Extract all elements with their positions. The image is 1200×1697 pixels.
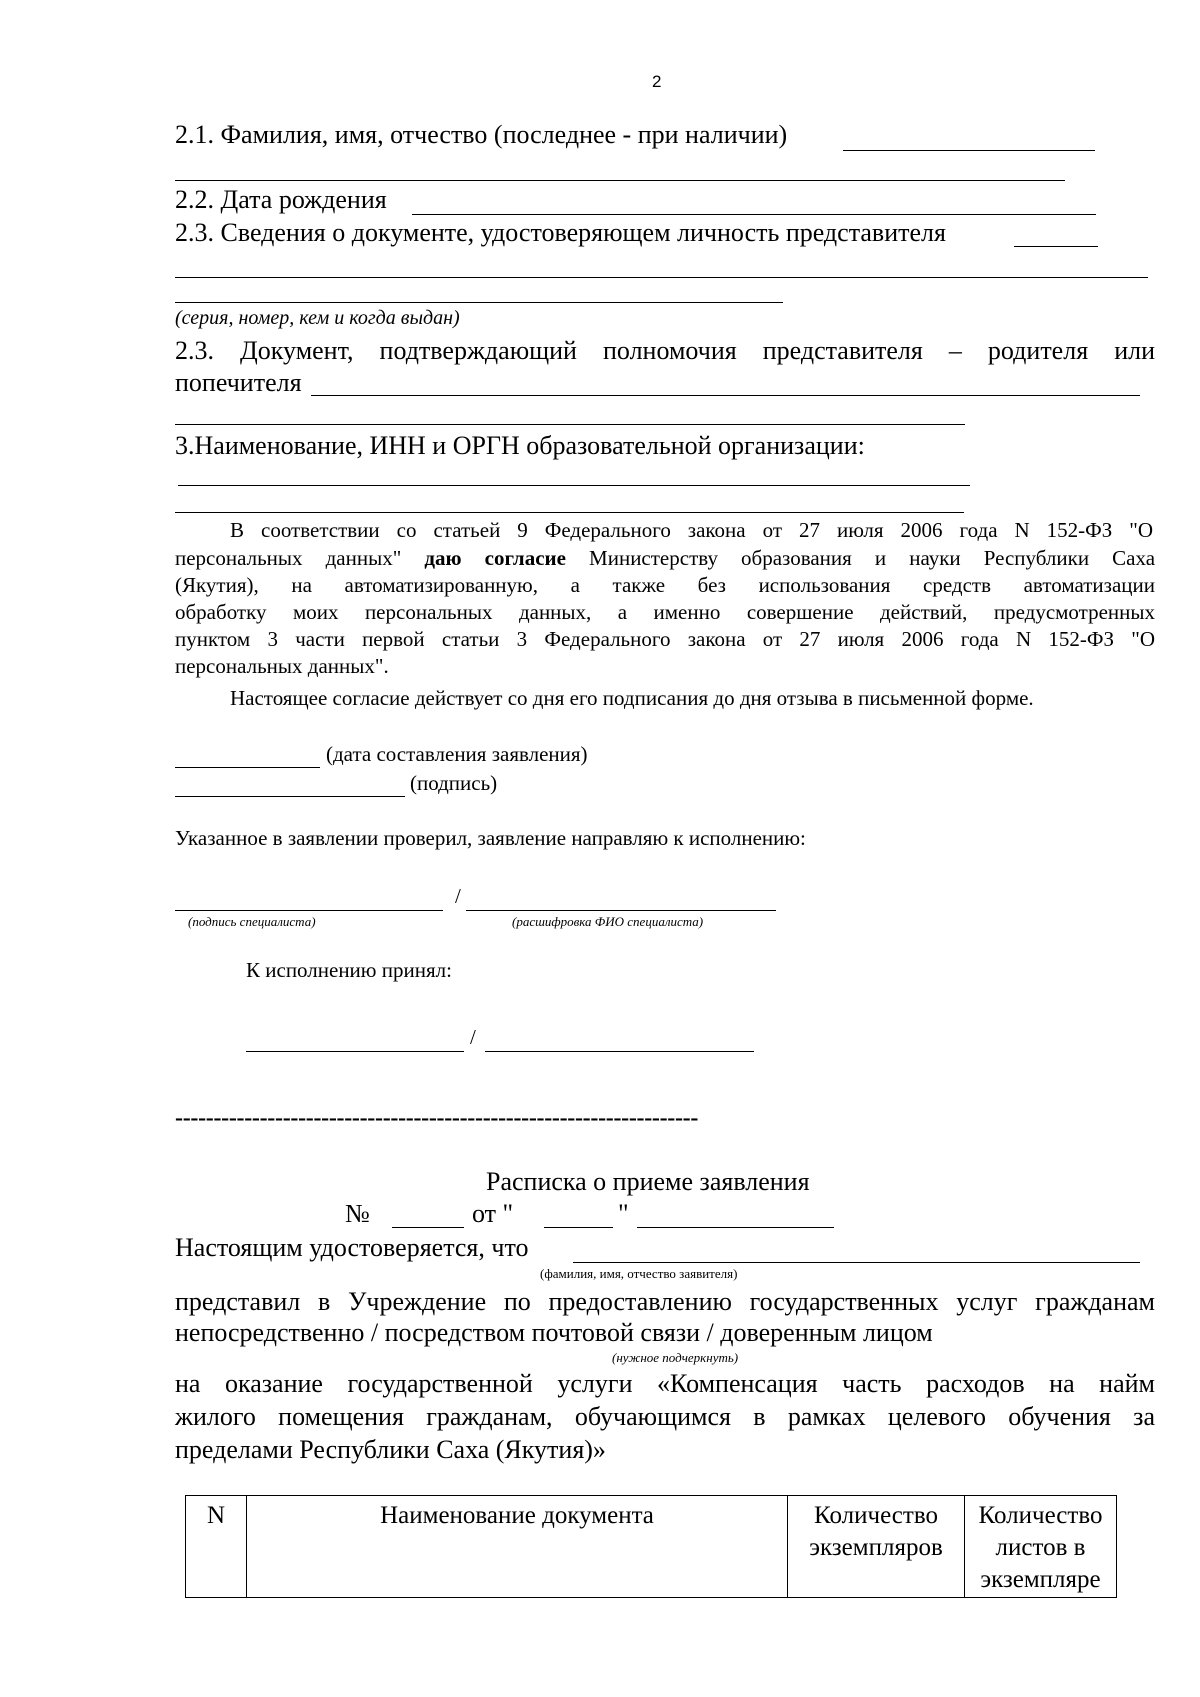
slash-separator-2: / (470, 1025, 476, 1049)
authority-label-line1: 2.3. Документ, подтверждающий полномочия представителя – родителя или (175, 336, 1155, 365)
fio-field-line-2[interactable] (175, 180, 1065, 181)
consent-line-2-start: персональных данных" (175, 546, 402, 570)
accepted-text: К исполнению принял: (246, 958, 452, 982)
service-line-3: пределами Республики Саха (Якутия)» (175, 1435, 606, 1464)
organization-label: 3.Наименование, ИНН и ОРГН образовательной организации: (175, 431, 865, 460)
fio-label: 2.1. Фамилия, имя, отчество (последнее - при наличии) (175, 120, 788, 149)
underline-hint: (нужное подчеркнуть) (612, 1350, 739, 1365)
id-document-line-3[interactable] (175, 302, 783, 303)
specialist-name-line[interactable] (466, 910, 776, 911)
documents-table (185, 1495, 1117, 1598)
service-line-1: на оказание государственной услуги «Компенсация часть расходов на найм (175, 1369, 1155, 1398)
id-document-line-2[interactable] (175, 277, 1148, 278)
consent-line-3: (Якутия), на автоматизированную, а также без использования средств автоматизации (175, 573, 1155, 597)
consent-line-2-end: Министерству образования и науки Республики Саха (589, 546, 1156, 570)
header-document-name: Наименование документа (247, 1496, 788, 1598)
authority-line-2[interactable] (175, 424, 965, 425)
receipt-day-line[interactable] (544, 1227, 613, 1228)
accepted-name-line[interactable] (485, 1051, 754, 1052)
receipt-line-1: представил в Учреждение по предоставлению государственных услуг гражданам (175, 1287, 1155, 1316)
fio-field-line-1[interactable] (843, 150, 1095, 151)
applicant-hint: (фамилия, имя, отчество заявителя) (540, 1266, 738, 1281)
receipt-from: от " (472, 1199, 514, 1228)
signature-field-line[interactable] (175, 796, 405, 797)
receipt-quote-close: " (618, 1199, 629, 1228)
header-number: N (186, 1496, 247, 1598)
id-document-hint: (серия, номер, кем и когда выдан) (175, 307, 460, 329)
consent-line-4: обработку моих персональных данных, а именно совершение действий, предусмотренных (175, 600, 1155, 624)
consent-line-2 (175, 546, 1155, 571)
date-field-line[interactable] (175, 767, 320, 768)
specialist-sign-hint: (подпись специалиста) (188, 914, 316, 929)
receipt-line-2: непосредственно / посредством почтовой связи / доверенным лицом (175, 1318, 933, 1347)
id-document-label: 2.3. Сведения о документе, удостоверяющем личность представителя (175, 218, 946, 247)
authority-label-line2: попечителя (175, 368, 302, 397)
page-number: 2 (652, 72, 662, 91)
organization-line-1[interactable] (178, 485, 970, 486)
specialist-name-hint: (расшифровка ФИО специалиста) (512, 914, 704, 929)
consent-bold-phrase: даю согласие (424, 546, 566, 570)
table-header-row (186, 1496, 1117, 1598)
receipt-number-line[interactable] (392, 1227, 464, 1228)
receipt-certify: Настоящим удостоверяется, что (175, 1233, 529, 1262)
receipt-number-sign: № (345, 1199, 370, 1228)
consent-validity: Настоящее согласие действует со дня его подписания до дня отзыва в письменной форме. (230, 686, 1034, 710)
consent-line-6: персональных данных". (175, 654, 389, 678)
verification-text: Указанное в заявлении проверил, заявление направляю к исполнению: (175, 826, 806, 850)
consent-line-1: В соответствии со статьей 9 Федерального закона от 27 июля 2006 года N 152-ФЗ "О (230, 518, 1153, 542)
service-line-2: жилого помещения гражданам, обучающимся в рамках целевого обучения за (175, 1402, 1155, 1431)
date-label: (дата составления заявления) (326, 742, 588, 766)
organization-line-2[interactable] (175, 512, 964, 513)
signature-label: (подпись) (410, 771, 498, 795)
accepted-sign-line[interactable] (246, 1051, 464, 1052)
header-sheets: Количество листов в экземпляре (965, 1496, 1117, 1598)
slash-separator: / (455, 884, 461, 908)
dob-label: 2.2. Дата рождения (175, 185, 387, 214)
applicant-name-line[interactable] (573, 1262, 1140, 1263)
header-copies: Количество экземпляров (788, 1496, 965, 1598)
receipt-month-year-line[interactable] (637, 1227, 834, 1228)
dob-field-line[interactable] (412, 214, 1096, 215)
specialist-sign-line[interactable] (175, 910, 443, 911)
id-document-line-1[interactable] (1014, 246, 1098, 247)
cut-line: -------------------------------------------------------------------- (175, 1105, 699, 1131)
authority-line-1[interactable] (311, 395, 1140, 396)
receipt-title: Расписка о приеме заявления (486, 1167, 810, 1196)
consent-line-5: пунктом 3 части первой статьи 3 Федерального закона от 27 июля 2006 года N 152-ФЗ "О (175, 627, 1155, 651)
